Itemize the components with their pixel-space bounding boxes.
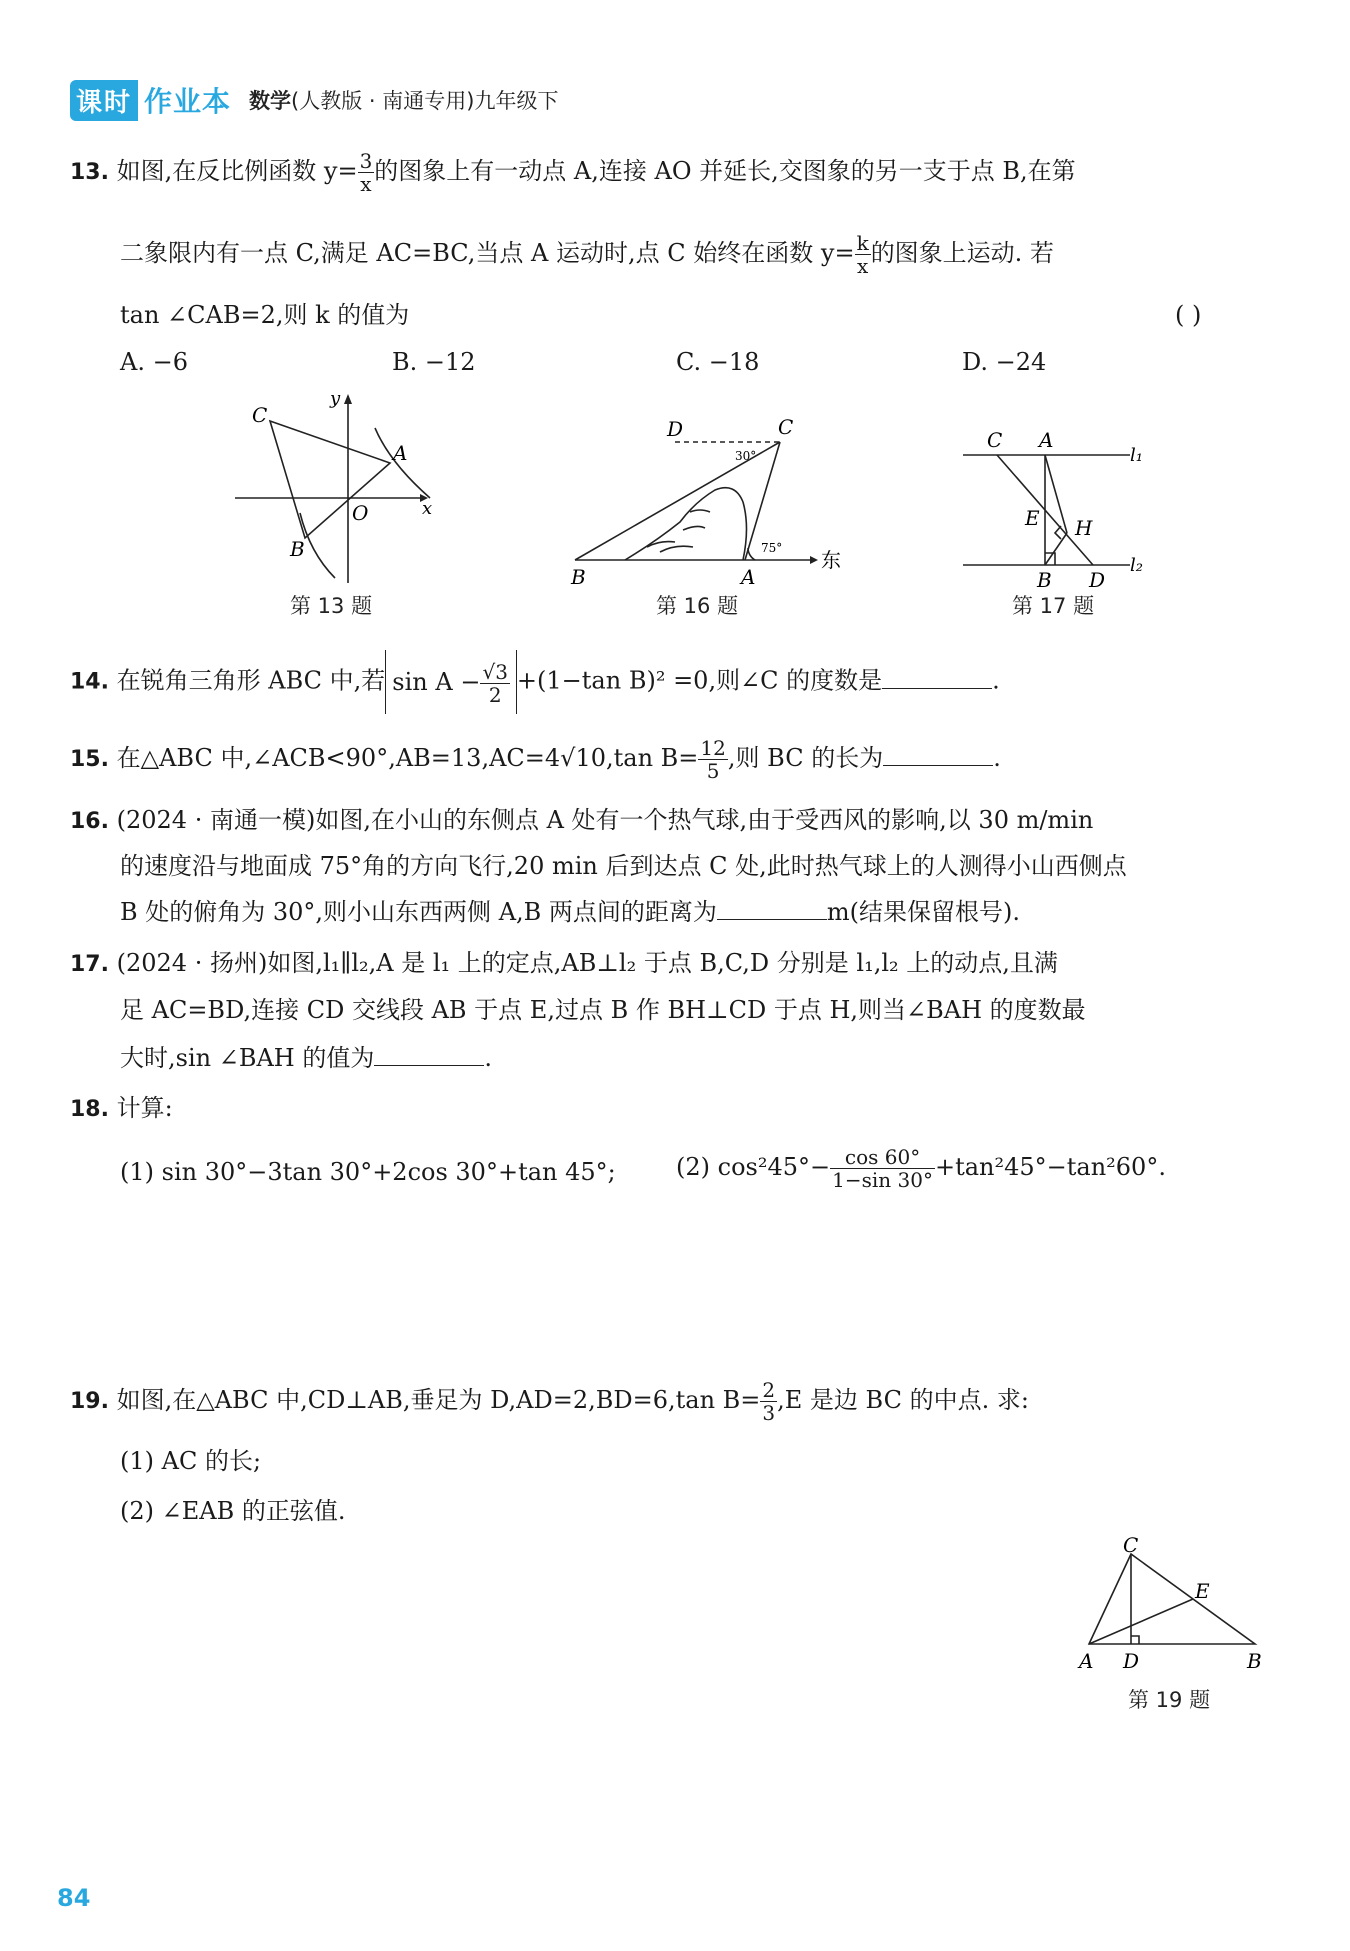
label-b: B <box>1247 1649 1262 1673</box>
label-d: D <box>667 417 684 441</box>
q17-line3: 大时,sin ∠BAH 的值为 . <box>120 1044 492 1072</box>
q19-fraction: $\frac{2}{3}$ <box>762 1378 776 1425</box>
page-header <box>70 78 558 122</box>
q19-part2: (2) ∠EAB 的正弦值. <box>120 1497 346 1525</box>
q14-line: 14. 在锐角三角形 ABC 中,若 sin A − $\frac{√3}{2}$ +(1−tan B)² =0,则∠C 的度数是 . <box>70 650 1000 714</box>
q18-fraction: $\frac{\cos 60^\circ}{1-\sin 30^\circ}$ <box>832 1145 933 1192</box>
q17-line2: 足 AC=BD,连接 CD 交线段 AB 于点 E,过点 B 作 BH⊥CD 于点 H,则当∠BAH 的度数最 <box>120 996 1086 1024</box>
triangle-abc <box>1089 1554 1255 1644</box>
q17-line1 <box>70 946 1058 982</box>
figure-13 <box>230 388 440 588</box>
segment-bh <box>1045 533 1067 565</box>
label-30-degrees: 30° <box>735 449 757 463</box>
figure-17 <box>955 425 1160 590</box>
label-l2: l₂ <box>1130 555 1143 576</box>
q13-line2 <box>120 232 1054 277</box>
q15-line: 15. 在△ABC 中,∠ACB<90°,AB=13,AC=4√10,tan B= $\frac{12}{5}$ ,则 BC 的长为 . <box>70 736 1001 783</box>
q16-line2: 的速度沿与地面成 75°角的方向飞行,20 min 后到达点 C 处,此时热气球上的人测得小山西侧点 <box>120 852 1127 880</box>
label-y: y <box>330 388 341 409</box>
q18-title-line <box>70 1091 173 1127</box>
segment-ae <box>1089 1599 1193 1644</box>
q19-number: 19. <box>70 1389 109 1414</box>
q13-text-1a: 如图,在反比例函数 y= <box>116 157 358 185</box>
figure-13-caption: 第 13 题 <box>290 594 373 618</box>
q17-number: 17. <box>70 952 109 977</box>
label-a: A <box>741 565 756 589</box>
q13-option-d: D. −24 <box>962 348 1047 376</box>
q18-part1: (1) sin 30°−3tan 30°+2cos 30°+tan 45°; <box>120 1158 616 1186</box>
segment-ah <box>1045 455 1067 533</box>
label-c: C <box>1123 1533 1139 1557</box>
q13-fraction-2: $\frac{k}{x}$ <box>856 231 869 278</box>
q13-number: 13. <box>70 160 109 185</box>
label-a: A <box>1039 428 1054 452</box>
figure-19 <box>1075 1533 1275 1680</box>
label-c: C <box>778 415 794 439</box>
q17-text-1: (2024 · 扬州)如图,l₁∥l₂,A 是 l₁ 上的定点,AB⊥l₂ 于点 B,C,D 分别是 l₁,l₂ 上的动点,且满 <box>116 949 1058 977</box>
label-c: C <box>987 428 1003 452</box>
label-75-degrees: 75° <box>761 541 783 555</box>
q17-answer-blank <box>374 1043 484 1066</box>
q15-number: 15. <box>70 747 109 772</box>
q13-fraction-1: $\frac{3}{x}$ <box>359 149 373 196</box>
mountain <box>625 488 747 560</box>
page-number: 84 <box>57 1884 91 1912</box>
logo-sub: 作业本 <box>144 85 232 118</box>
label-c: C <box>252 403 268 427</box>
label-o: O <box>352 501 369 525</box>
label-e: E <box>1025 506 1040 530</box>
q19-line <box>70 1379 1029 1424</box>
label-east: 东 <box>821 548 841 572</box>
q18-number: 18. <box>70 1097 109 1122</box>
q15-answer-blank <box>883 743 993 766</box>
q13-text-2a: 二象限内有一点 C,满足 AC=BC,当点 A 运动时,点 C 始终在函数 y= <box>120 239 855 267</box>
q14-number: 14. <box>70 669 109 695</box>
q14-text-a: 在锐角三角形 ABC 中,若 <box>116 666 386 695</box>
label-d: D <box>1123 1649 1140 1673</box>
edition: (人教版 · 南通专用)九年级下 <box>291 89 559 113</box>
label-l1: l₁ <box>1130 445 1143 466</box>
figure-16-caption: 第 16 题 <box>656 594 739 618</box>
label-e: E <box>1195 1579 1210 1603</box>
logo-main: 课时 <box>70 80 138 121</box>
label-b: B <box>571 565 586 589</box>
q16-number: 16. <box>70 809 109 834</box>
q16-line3: B 处的俯角为 30°,则小山东西两侧 A,B 两点间的距离为 m(结果保留根号). <box>120 898 1021 926</box>
q13-line1 <box>70 150 1076 195</box>
q14-absolute-value: sin A − $\frac{√3}{2}$ <box>385 650 517 714</box>
q13-option-c: C. −18 <box>676 348 760 376</box>
subject-name: 数学 <box>249 89 292 113</box>
q18-title: 计算: <box>116 1094 173 1122</box>
q16-answer-blank <box>717 897 827 920</box>
q19-text-a: 如图,在△ABC 中,CD⊥AB,垂足为 D,AD=2,BD=6,tan B= <box>116 1386 761 1414</box>
q16-text-1: (2024 · 南通一模)如图,在小山的东侧点 A 处有一个热气球,由于受西风的影响,以 30 m/min <box>116 806 1094 834</box>
label-x: x <box>422 498 433 519</box>
q19-part1: (1) AC 的长; <box>120 1447 262 1475</box>
q14-answer-blank <box>882 666 992 689</box>
triangle-cab <box>270 421 390 538</box>
q13-text-1b: 的图象上有一动点 A,连接 AO 并延长,交图象的另一支于点 B,在第 <box>374 157 1076 185</box>
label-a: A <box>1079 1649 1094 1673</box>
q15-text-b: ,则 BC 的长为 <box>727 744 884 772</box>
q13-option-a: A. −6 <box>120 348 188 376</box>
q18-part2: (2) cos²45°− $\frac{\cos 60^\circ}{1-\sin 30^\circ}$ +tan²45°−tan²60°. <box>676 1145 1166 1192</box>
label-d: D <box>1089 568 1106 592</box>
q13-line3: tan ∠CAB=2,则 k 的值为 <box>120 301 410 329</box>
label-a: A <box>393 441 408 465</box>
q13-option-b: B. −12 <box>392 348 476 376</box>
label-h: H <box>1075 516 1093 540</box>
subject-line <box>249 85 558 115</box>
figure-17-caption: 第 17 题 <box>1012 594 1095 618</box>
q13-text-2b: 的图象上运动. 若 <box>870 239 1054 267</box>
q16-line1 <box>70 803 1093 839</box>
label-b: B <box>1037 568 1052 592</box>
q14-text-b: +(1−tan B)² =0,则∠C 的度数是 <box>516 666 883 695</box>
q15-fraction: $\frac{12}{5}$ <box>700 736 726 783</box>
q19-text-b: ,E 是边 BC 的中点. 求: <box>777 1386 1029 1414</box>
label-b: B <box>290 537 305 561</box>
book-logo <box>70 80 231 121</box>
q13-answer-paren: ( ) <box>1175 301 1202 329</box>
curve-lower <box>300 513 335 578</box>
figure-19-caption: 第 19 题 <box>1128 1688 1211 1712</box>
figure-16 <box>565 412 841 592</box>
q15-text-a: 在△ABC 中,∠ACB<90°,AB=13,AC=4√10,tan B= <box>116 744 699 772</box>
